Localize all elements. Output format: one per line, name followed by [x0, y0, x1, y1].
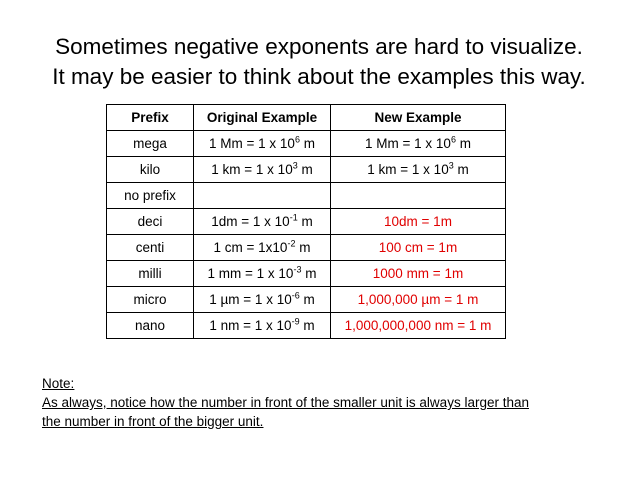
- cell-text: 1 km = 1 x 10: [211, 162, 293, 177]
- note-line-1: As always, notice how the number in front of the smaller unit is always larger than: [42, 395, 529, 410]
- exponent: -9: [291, 316, 300, 327]
- cell-text: 1 mm = 1 x 10: [207, 266, 294, 281]
- exponent: -2: [287, 238, 296, 249]
- prefix-cell: nano: [107, 313, 194, 339]
- new-example-cell: [331, 157, 506, 183]
- exponent: 6: [294, 134, 300, 145]
- prefix-table: [106, 104, 506, 339]
- prefix-cell: mega: [107, 131, 194, 157]
- cell-text: 1 Mm = 1 x 10: [209, 136, 295, 151]
- cell-text: 1 nm = 1 x 10: [209, 318, 292, 333]
- prefix-cell: milli: [107, 261, 194, 287]
- table-row: [107, 183, 506, 209]
- cell-text: 1 µm = 1 x 10: [209, 292, 292, 307]
- exponent: 3: [448, 160, 454, 171]
- unit-suffix: m: [297, 162, 313, 177]
- new-example-cell: [331, 209, 506, 235]
- unit-suffix: m: [455, 136, 471, 151]
- original-example-cell: [194, 235, 331, 261]
- table-header-row: [107, 105, 506, 131]
- header-prefix: Prefix: [107, 105, 194, 131]
- original-example-cell: [194, 261, 331, 287]
- new-example-cell: [331, 313, 506, 339]
- prefix-cell: centi: [107, 235, 194, 261]
- unit-suffix: m: [295, 240, 311, 255]
- table-row: [107, 287, 506, 313]
- title-line-2: It may be easier to think about the examples this way.: [52, 64, 586, 89]
- new-example-cell: [331, 235, 506, 261]
- prefix-cell: no prefix: [107, 183, 194, 209]
- original-example-cell: [194, 313, 331, 339]
- unit-suffix: m: [299, 292, 315, 307]
- cell-text: 1 cm = 1x10: [213, 240, 288, 255]
- exponent: -3: [293, 264, 302, 275]
- unit-suffix: m: [299, 136, 315, 151]
- slide-title: [0, 32, 638, 92]
- cell-text: 1000 mm = 1m: [372, 266, 464, 281]
- original-example-cell: [194, 183, 331, 209]
- table-body: [107, 131, 506, 339]
- header-original-example: Original Example: [194, 105, 331, 131]
- unit-suffix: m: [299, 318, 315, 333]
- note-heading: Note:: [42, 376, 75, 391]
- exponent: -1: [289, 212, 298, 223]
- new-example-cell: [331, 131, 506, 157]
- cell-text: 1 Mm = 1 x 10: [365, 136, 451, 151]
- new-example-cell: [331, 287, 506, 313]
- table-row: [107, 157, 506, 183]
- original-example-cell: [194, 209, 331, 235]
- unit-suffix: m: [453, 162, 469, 177]
- prefix-cell: micro: [107, 287, 194, 313]
- table-row: [107, 261, 506, 287]
- note-line-2: the number in front of the bigger unit.: [42, 414, 264, 429]
- prefix-cell: kilo: [107, 157, 194, 183]
- exponent: -6: [291, 290, 300, 301]
- title-line-1: Sometimes negative exponents are hard to visualize.: [55, 34, 583, 59]
- new-example-cell: [331, 261, 506, 287]
- table-row: [107, 235, 506, 261]
- cell-text: 1,000,000 µm = 1 m: [357, 292, 479, 307]
- cell-text: 1dm = 1 x 10: [211, 214, 290, 229]
- table-row: [107, 131, 506, 157]
- original-example-cell: [194, 287, 331, 313]
- table-row: [107, 209, 506, 235]
- exponent: 3: [292, 160, 298, 171]
- note: [42, 374, 602, 431]
- unit-suffix: m: [297, 214, 313, 229]
- cell-text: 1 km = 1 x 10: [367, 162, 449, 177]
- unit-suffix: m: [301, 266, 317, 281]
- exponent: 6: [450, 134, 456, 145]
- cell-text: 100 cm = 1m: [378, 240, 458, 255]
- original-example-cell: [194, 157, 331, 183]
- cell-text: 10dm = 1m: [384, 214, 452, 229]
- new-example-cell: [331, 183, 506, 209]
- table-row: [107, 313, 506, 339]
- prefix-cell: deci: [107, 209, 194, 235]
- header-new-example: New Example: [331, 105, 506, 131]
- original-example-cell: [194, 131, 331, 157]
- cell-text: 1,000,000,000 nm = 1 m: [344, 318, 492, 333]
